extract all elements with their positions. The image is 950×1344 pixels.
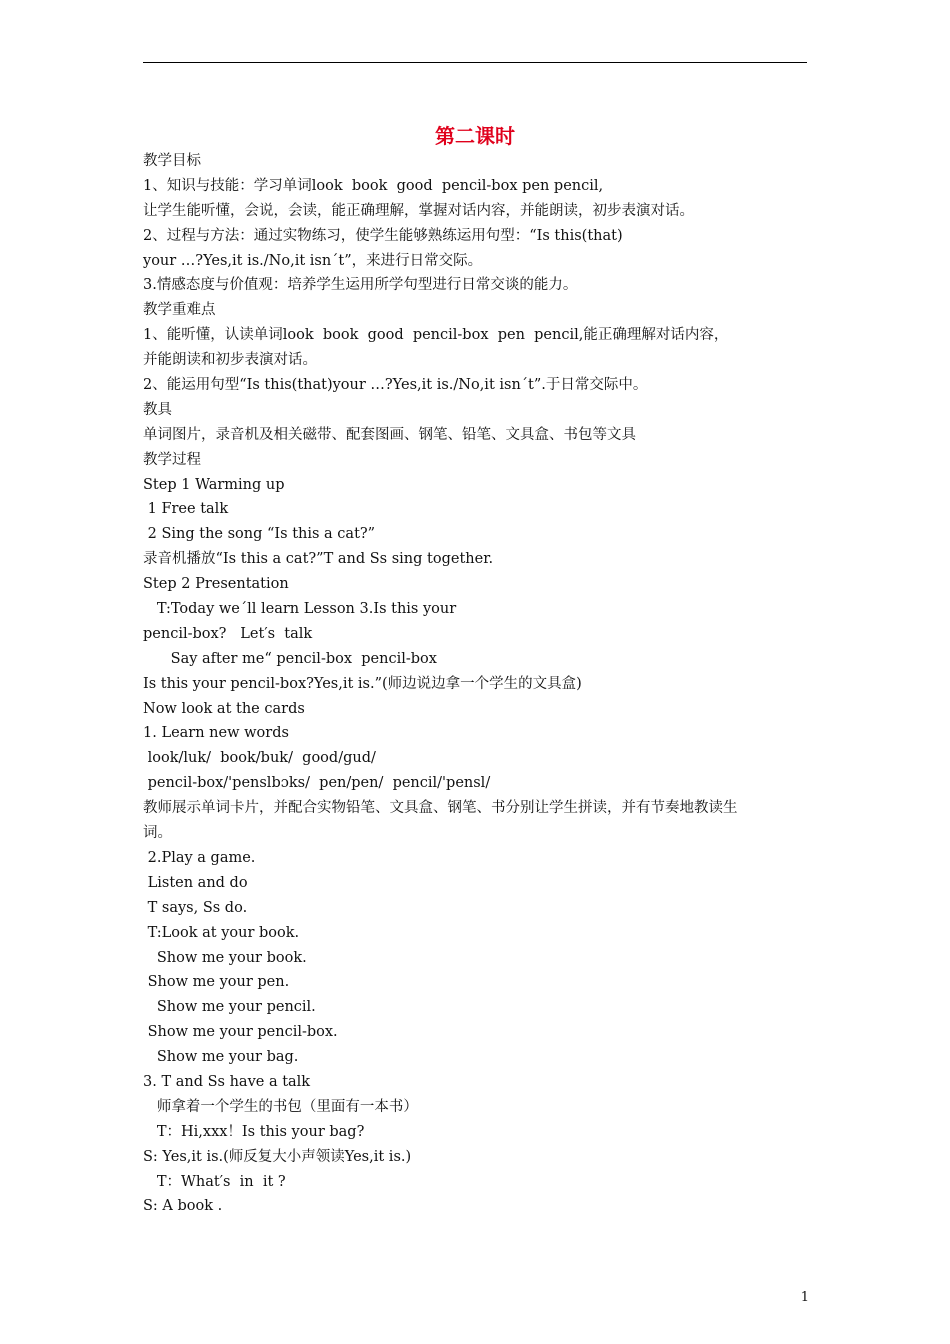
text-line: Step 1 Warming up [143, 476, 285, 493]
text-line: Show me your pencil. [143, 999, 316, 1016]
text-line: 教学重难点 [143, 302, 216, 319]
text-line: 2、过程与方法：通过实物练习，使学生能够熟练运用句型：“Is this(that) [143, 227, 623, 244]
text-line: 教具 [143, 401, 172, 418]
text-line: T:Today we´ll learn Lesson 3.Is this your [143, 601, 457, 618]
text-line: 1. Learn new words [143, 725, 289, 742]
text-line: Show me your book. [143, 949, 307, 966]
text-line: 1、能听懂，认读单词look book good pencil-box pen pencil,能正确理解对话内容， [143, 327, 729, 344]
text-line: your …?Yes,it is./No,it isn´t”，来进行日常交际。 [143, 252, 483, 269]
text-line: 师拿着一个学生的书包（里面有一本书） [143, 1098, 418, 1115]
text-line: 2.Play a game. [143, 849, 256, 866]
text-line: 让学生能听懂，会说，会读，能正确理解，掌握对话内容，并能朗读，初步表演对话。 [143, 202, 694, 219]
text-line: T：Hi,xxx！Is this your bag? [143, 1123, 365, 1140]
text-line: T says, Ss do. [143, 899, 248, 916]
text-line: 教师展示单词卡片，并配合实物铅笔、文具盒、钢笔、书分别让学生拼读，并有节奏地教读生 [143, 800, 738, 817]
text-line: S: A book . [143, 1198, 223, 1215]
text-line: 2、能运用句型“Is this(that)your …?Yes,it is./No,it isn´t”.于日常交际中。 [143, 377, 648, 394]
text-line: 1、知识与技能：学习单词look book good pencil-box pen pencil, [143, 177, 604, 194]
text-line: Show me your pencil-box. [143, 1024, 338, 1041]
header-rule [143, 62, 807, 63]
text-line: Now look at the cards [143, 700, 305, 717]
text-line: Say after me“ pencil-box pencil-box [143, 650, 437, 667]
text-line: 录音机播放“Is this a cat?”T and Ss sing together. [143, 551, 494, 568]
text-line: 单词图片，录音机及相关磁带、配套图画、钢笔、铅笔、文具盒、书包等文具 [143, 426, 636, 443]
text-line: 教学目标 [143, 153, 201, 169]
page-number: 1 [800, 1290, 809, 1305]
text-line: 2 Sing the song “Is this a cat?” [143, 526, 376, 543]
text-line: Show me your bag. [143, 1049, 299, 1066]
page-title: 第二课时 [435, 124, 515, 148]
text-line: T：What′s in it ? [143, 1173, 286, 1190]
text-line: 教学过程 [143, 451, 201, 468]
text-line: Listen and do [143, 874, 248, 891]
text-line: pencil-box? Let′s talk [143, 625, 313, 642]
text-line: 1 Free talk [143, 501, 229, 518]
text-line: 3. T and Ss have a talk [143, 1073, 311, 1090]
text-line: look/luk/ book/buk/ good/gud/ [143, 750, 376, 767]
document-body [143, 149, 811, 1219]
text-line: T:Look at your book. [143, 924, 300, 941]
text-line: 并能朗读和初步表演对话。 [143, 352, 317, 369]
text-line: 3.情感态度与价值观：培养学生运用所学句型进行日常交谈的能力。 [143, 277, 578, 294]
text-line: pencil-box/'penslbɔks/ pen/pen/ pencil/'pensl/ [143, 775, 491, 792]
text-line: Step 2 Presentation [143, 576, 289, 593]
text-line: S: Yes,it is.(师反复大小声领读Yes,it is.) [143, 1148, 412, 1165]
text-line: Show me your pen. [143, 974, 290, 991]
text-line: 词。 [143, 825, 172, 842]
text-line: Is this your pencil-box?Yes,it is.”(师边说边拿一个学生的文具盒) [143, 675, 582, 692]
